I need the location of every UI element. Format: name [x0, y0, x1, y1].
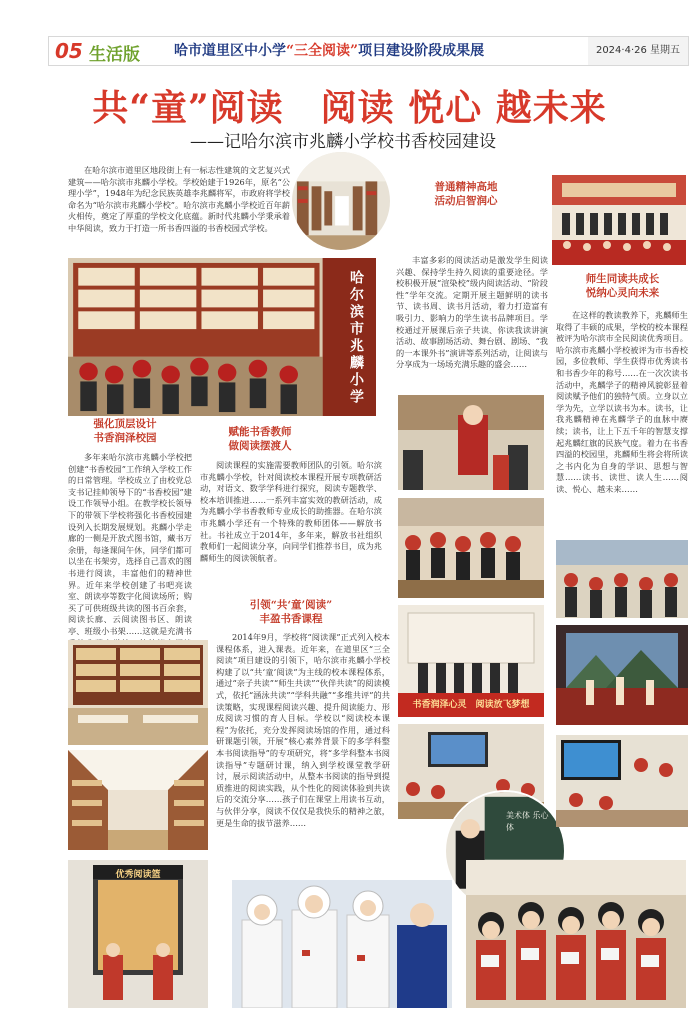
classroom-tablet-photo	[556, 735, 688, 827]
reading-booth-photo	[68, 860, 208, 1008]
section3-text: 2014年9月，学校将“阅读课”正式列入校本课程体系，进入课表。近年来，在道里区“三全阅读”项目建设的引领下，哈尔滨市兆麟小学校构建了以“共‘童’阅读”为主线的校本课程体系，通过“亲子共读”“师生共读”“伙伴共读”的阅读模式，依托“涵泳共读”“学科共融”“多维共评”的共读策略，实现课程阅读兴趣、提升阅读能力、形成阅读习惯的育人目标。学校以“阅读校本课程”为依托，充分发挥阅读场馆的作用，通过科研课题引领，开展“核心素养背景下的多学科整本书阅读指导”的专项研究，将“多学科整本书阅读指导”专题研讨课，纳入到学校课堂教学研讨，展示阅读活动中，从整本书阅读的指导到提质推进的阅读实践，从个性化的阅读体验到共读后的交流分享……孩子们在课堂上用读书互动，与伙伴分享，阅读不仅仅是我快乐的精神之旅，更是生命的拔节滋养……	[216, 632, 390, 828]
section1-title: 强化顶层设计 书香润泽校园	[93, 418, 157, 444]
section-word: 生活版	[89, 45, 140, 65]
section5-title: 师生同读共成长 悦纳心灵向未来	[585, 273, 660, 299]
page-number: 05	[55, 39, 83, 63]
astronaut-performance-photo	[232, 880, 452, 1008]
section2-title: 赋能书香教师 做阅读摆渡人	[228, 426, 292, 452]
stage-performance-photo	[556, 625, 688, 725]
booth-sign: 优秀阅读篮	[115, 870, 161, 880]
teacher-reading-photo	[398, 395, 544, 490]
banner-prefix: 哈市道里区中小学	[174, 43, 286, 59]
masthead	[48, 36, 689, 66]
section1-text: 多年来哈尔滨市兆麟小学校把创建“书香校园”工作纳入学校工作的日常管理。学校成立了由校党总支书记挂帅领导下的“书香校园”建设工作领导小组。在教学校长领导下的带领下学校将强化书香校园建设列入长期发展规划。兆麟小学走廊的一侧是开放式图书馆，藏书万余册，每逢课间午休，同学们都可以坐在书架旁，选择自己喜欢的图书进行阅读，丰富他们的精神世界。近年来学校创建了书吧亮读室、朗读亭等数字化阅读场所；购买了可供班级共读的图书百余套，阅读长廊、云阅读图书区、朗读亭、班级小书架……这就是充满书	[68, 452, 192, 636]
chalkboard-text: 美术体 乐心体	[506, 811, 549, 832]
students-reading-photo	[466, 860, 686, 1008]
library-circle-photo	[292, 152, 390, 250]
section3-title: 引领“共‘童’阅读” 丰盈书香课程	[249, 599, 333, 625]
intro-text: 在哈尔滨市道里区地段街上有一标志性建筑的文艺复兴式建筑——哈尔滨市兆麟小学校。学校始建于1926年，原名“公理小学”，1948年为纪念民族英雄李兆麟将军，市政府将学校命名为“哈尔滨市兆麟小学校”。哈尔滨市兆麟小学校近百年薪火相传，奠定了厚重的学校文化底蕴。新时代兆麟小学秉承着中华阅读，致力于打造一所书香四溢的书香校园式学校。	[68, 165, 290, 233]
subheadline: ——记哈尔滨市兆麟小学校书香校园建设	[190, 132, 496, 152]
section4-text: 丰富多彩的阅读活动是激发学生阅读兴趣、保持学生持久阅读的重要途径。学校积极开展“渲染校”级内阅读活动、“阶段性”学年交流。定期开展主题鲜明的读书节、读书周、读书月活动，着力打造富有吸引力、影响力的学生读书品牌项目。学校通过开展课后亲子共读、你读我读讲演活动、故事剧场活动、舞台剧、剧场、“我的一本课外书”演讲等系列活动，让阅读与分享成为一场场充满乐趣的盛会……	[396, 255, 548, 370]
ceremony-banner: 书香润泽心灵 阅读放飞梦想	[412, 700, 530, 710]
corridor-library-photo	[68, 750, 208, 850]
section2-text: 阅读课程的实施需要教师团队的引领。哈尔滨市兆麟小学校，针对阅读校本课程开展专项教研活动，对语文、数学学科进行探究，阅读专题教学、校本培训推进……一系列丰富实效的教研活动，成为兆麟小学书香教师专业成长的助推器。在哈尔滨市兆麟小学还有一个特殊的教师团体——解放书社。书社成立于2014年，多年来，解放书社组织教师们一起阅读分享，向同学们推荐书目，成为兆麟师生的阅读领航者。	[200, 460, 382, 563]
issue-date: 2024·4·26 星期五	[588, 37, 688, 65]
award-ceremony-photo	[552, 175, 686, 265]
class-reading-photo	[398, 498, 544, 598]
headline: 共“童”阅读 阅读 悦心 越未来	[92, 87, 607, 129]
library-reading-photo	[68, 258, 376, 416]
section5-text: 在这样的教读教养下，兆麟师生取得了丰硕的成果，学校的校本课程被评为哈尔滨市全民阅读优秀项目。哈尔滨市兆麟小学校被评为市书香校园，多位教师、学生获得市优秀读书和书香少年的称号……在一次次读书活动中，兆麟学子的精神风貌彰显着阅读赋予他们的独特气质。立身以立学为先，立学以读书为本。读书，让我兆麟精神在兆麟学子的血脉中赓续；读书，让上下五千年的智慧支撑起兆麟红旗的民族气度。着力在书香四溢的校园里，兆麟师生将会将所读之书内化为自身的学识、思想与智慧……读书、读世、读人生……阅读、悦心、越未来……	[556, 310, 688, 494]
school-name-sign: 哈尔滨市兆麟小学	[348, 270, 364, 406]
banner-quote: “三全阅读”	[286, 43, 359, 59]
reading-ceremony-photo	[398, 605, 544, 717]
section4-title: 普通精神高地 活动启智润心	[434, 181, 498, 207]
banner-suffix: 项目建设阶段成果展	[358, 43, 485, 59]
library-shelves-photo	[68, 640, 208, 745]
outdoor-reading-photo	[556, 540, 688, 618]
masthead-banner	[174, 40, 484, 62]
